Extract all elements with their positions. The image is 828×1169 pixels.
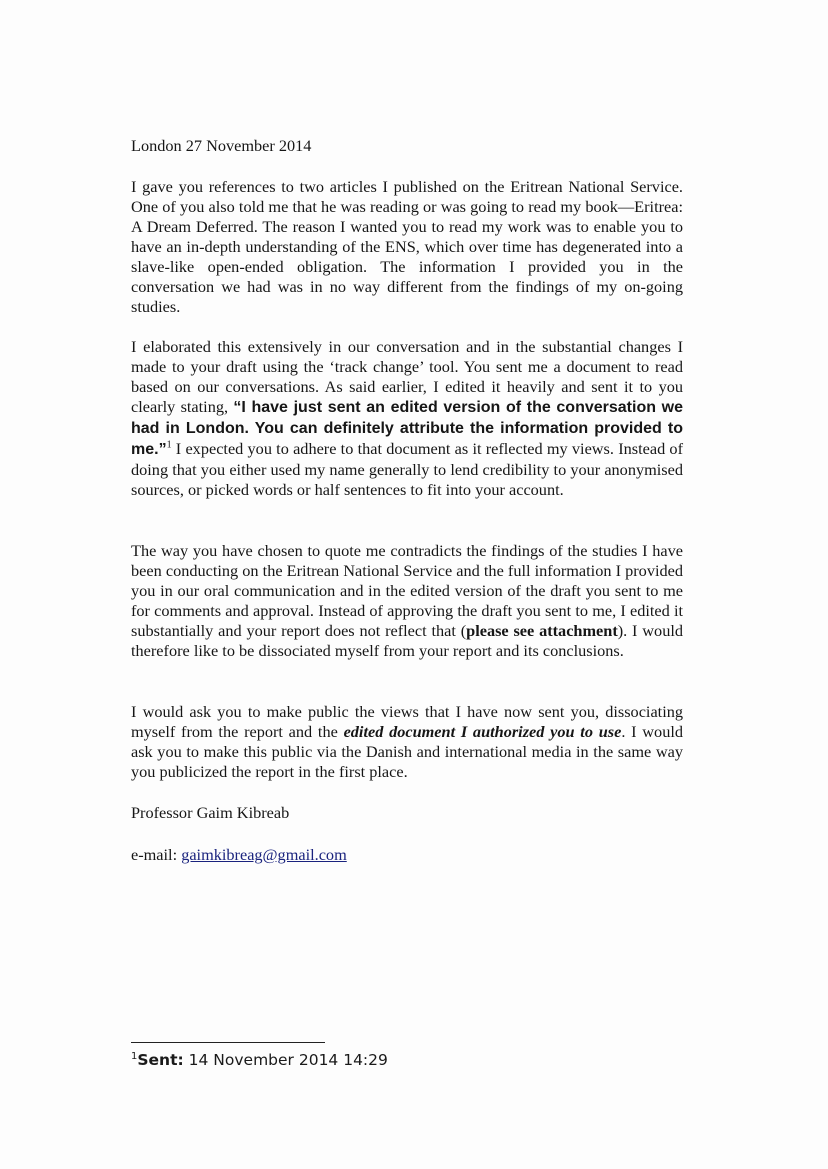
attachment-note: please see attachment: [466, 621, 618, 640]
footnote-label: Sent:: [137, 1051, 184, 1069]
email-link[interactable]: gaimkibreag@gmail.com: [181, 845, 347, 864]
email-line: [131, 845, 683, 865]
email-label: e-mail:: [131, 845, 182, 864]
date-line: [131, 136, 683, 156]
footnote-text: 14 November 2014 14:29: [183, 1051, 388, 1069]
paragraph-2: [131, 337, 683, 500]
footnote-reference: 1: [166, 439, 172, 451]
footnote-mark: 1: [131, 1050, 138, 1062]
paragraph-3-rest: ). I would therefore like to be dissociated myself from your report and its conclusions.: [131, 621, 684, 660]
signature-line: [131, 803, 683, 823]
footnote: [131, 1049, 388, 1071]
authorized-document-phrase: edited document I authorized you to use: [343, 722, 622, 741]
paragraph-2-rest: I expected you to adhere to that document as it reflected my views. Instead of doing that you either used my name generally to lend credibility to your anonymised sources, or picked words or half sentences to fit into your account.: [131, 439, 683, 499]
paragraph-3: [131, 541, 683, 661]
paragraph-4: [131, 702, 683, 782]
footnote-divider: [131, 1042, 325, 1043]
paragraph-1-text: I gave you references to two articles I published on the Eritrean National Service. One of you also told me that he was reading or was going to read my book—Eritrea: A Dream Deferred. The reason I wanted you to read my work was to enable you to have an in-depth understanding of the ENS, which over time has degenerated into a slave-like open-ended obligation. The information I provided you in the conversation we had was in no way different from the findings of my on-going studies.: [131, 177, 683, 316]
paragraph-1: [131, 177, 683, 317]
paragraph-3-intro: The way you have chosen to quote me contradicts the findings of the studies I have been conducting on the Eritrean National Service and the full information I provided you in our oral communication and in the edited version of the draft you sent to me for comments and approval. Instead of approving the draft you sent to me, I edited it substantially and your report does not reflect that (: [131, 541, 683, 640]
date-text: London 27 November 2014: [131, 136, 312, 155]
paragraph-4-rest: . I would ask you to make this public via the Danish and international media in the same way you publicized the report in the first place.: [131, 722, 683, 781]
paragraph-2-intro: I elaborated this extensively in our conversation and in the substantial changes I made to your draft using the ‘track change’ tool. You sent me a document to read based on our conversations. As said earlier, I edited it heavily and sent it to you clearly stating,: [131, 337, 683, 416]
signature-name: Professor Gaim Kibreab: [131, 803, 290, 822]
quoted-statement: “I have just sent an edited version of the conversation we had in London. You can definitely attribute the information provided to me.”: [131, 399, 683, 458]
paragraph-4-intro: I would ask you to make public the views that I have now sent you, dissociating myself from the report and the: [131, 702, 683, 741]
